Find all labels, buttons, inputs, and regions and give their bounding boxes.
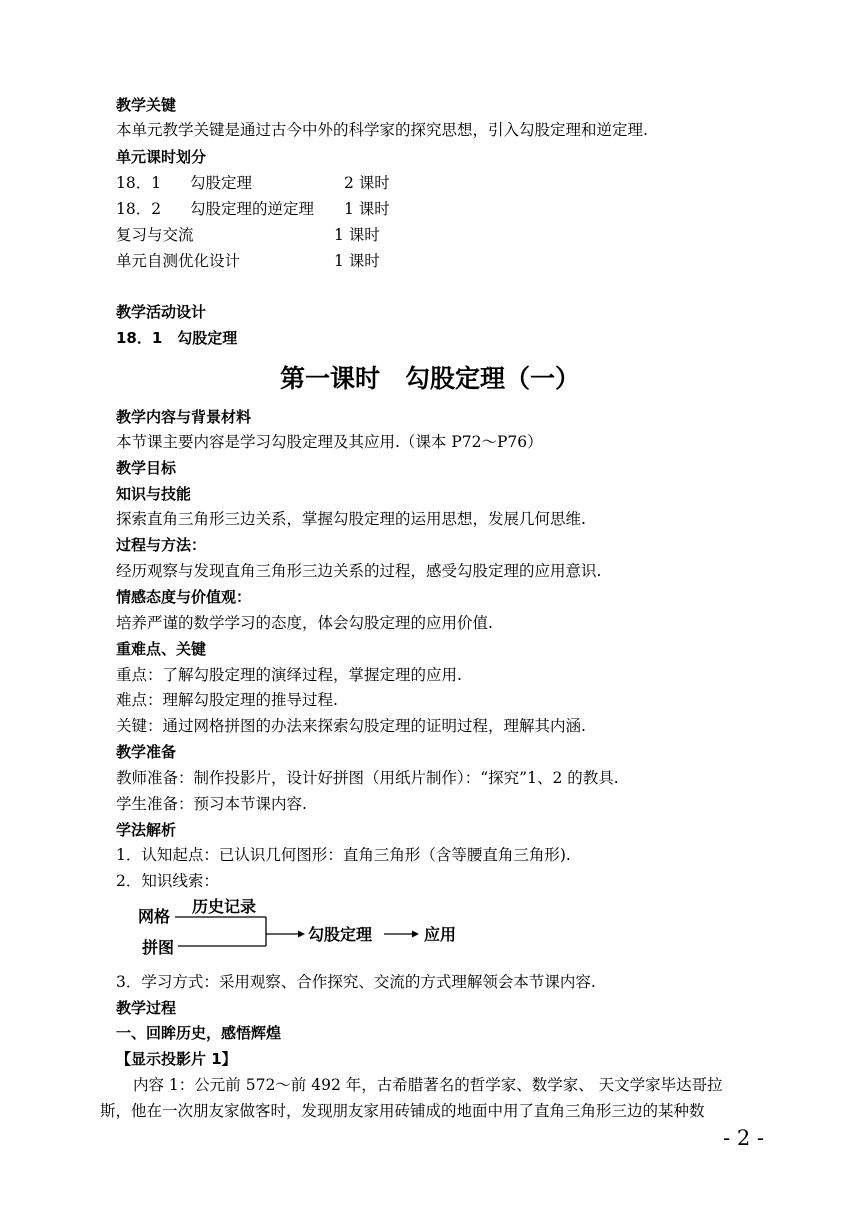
content-text: 本节课主要内容是学习勾股定理及其应用.（课本 P72～P76） — [116, 433, 543, 451]
diagram-history-label: 历史记录 — [192, 897, 257, 916]
process-method-heading: 过程与方法： — [116, 536, 207, 554]
critical-text: 关键：通过网格拼图的办法来探索勾股定理的证明过程，理解其内涵. — [116, 717, 586, 735]
hard-point-text: 难点：理解勾股定理的推导过程. — [116, 691, 338, 709]
history-paragraph-line-1: 内容 1：公元前 572～前 492 年，古希腊著名的哲学家、数学家、 天文学家毕达哥拉 — [133, 1076, 723, 1094]
key-point-text: 重点：了解勾股定理的演绎过程，掌握定理的应用. — [116, 666, 462, 684]
schedule-hours: 2 课时 — [344, 174, 390, 192]
knowledge-text: 探索直角三角形三边关系，掌握勾股定理的运用思想，发展几何思维. — [116, 510, 586, 528]
schedule-hours: 1 课时 — [344, 200, 390, 218]
schedule-hours: 1 课时 — [334, 226, 380, 244]
slide-heading: 【显示投影片 1】 — [116, 1050, 237, 1068]
lesson-title: 第一课时 勾股定理（一） — [279, 364, 580, 393]
diagram-apply-label: 应用 — [424, 925, 457, 944]
schedule-name: 单元自测优化设计 — [116, 252, 241, 270]
schedule-hours: 1 课时 — [334, 252, 380, 270]
section-heading: 18．1 勾股定理 — [116, 329, 238, 347]
part1-heading: 一、回眸历史，感悟辉煌 — [116, 1024, 282, 1042]
schedule-heading: 单元课时划分 — [116, 148, 207, 166]
process-heading: 教学过程 — [116, 999, 177, 1017]
attitude-heading: 情感态度与价值观： — [116, 588, 252, 606]
method-item-1: 1．认知起点：已认识几何图形：直角三角形（含等腰直角三角形). — [116, 846, 571, 864]
key-heading: 教学关键 — [116, 96, 177, 114]
page-number: - 2 - — [723, 1126, 764, 1150]
process-method-text: 经历观察与发现直角三角形三边关系的过程，感受勾股定理的应用意识. — [116, 562, 602, 580]
diagram-theorem-label: 勾股定理 — [308, 925, 373, 944]
schedule-num: 18．2 — [116, 200, 162, 218]
schedule-name: 勾股定理 — [190, 174, 253, 192]
diagram-puzzle-label: 拼图 — [142, 938, 175, 957]
knowledge-clue-diagram — [120, 892, 480, 964]
schedule-num: 18．1 — [116, 174, 162, 192]
knowledge-heading: 知识与技能 — [116, 485, 192, 503]
activity-heading: 教学活动设计 — [116, 303, 207, 321]
content-heading: 教学内容与背景材料 — [116, 408, 252, 426]
student-prep-text: 学生准备：预习本节课内容. — [116, 795, 307, 813]
teacher-prep-text: 教师准备：制作投影片，设计好拼图（用纸片制作）：“探究”1、2 的教具. — [116, 769, 619, 787]
history-paragraph-line-2: 斯，他在一次朋友家做客时，发现朋友家用砖铺成的地面中用了直角三角形三边的某种数 — [100, 1102, 705, 1120]
schedule-name: 复习与交流 — [116, 226, 194, 244]
method-heading: 学法解析 — [116, 821, 177, 839]
key-text: 本单元教学关键是通过古今中外的科学家的探究思想，引入勾股定理和逆定理. — [116, 121, 648, 139]
diagram-grid-label: 网格 — [138, 907, 171, 926]
schedule-name: 勾股定理的逆定理 — [190, 200, 315, 218]
arrowhead-icon — [412, 931, 419, 938]
attitude-text: 培养严谨的数学学习的态度，体会勾股定理的应用价值. — [116, 614, 493, 632]
goals-heading: 教学目标 — [116, 459, 177, 477]
prep-heading: 教学准备 — [116, 743, 177, 761]
method-item-2: 2．知识线索： — [116, 872, 219, 890]
arrowhead-icon — [298, 931, 305, 938]
method-item-3: 3．学习方式：采用观察、合作探究、交流的方式理解领会本节课内容. — [116, 973, 596, 991]
difficulty-heading: 重难点、关键 — [116, 640, 207, 658]
